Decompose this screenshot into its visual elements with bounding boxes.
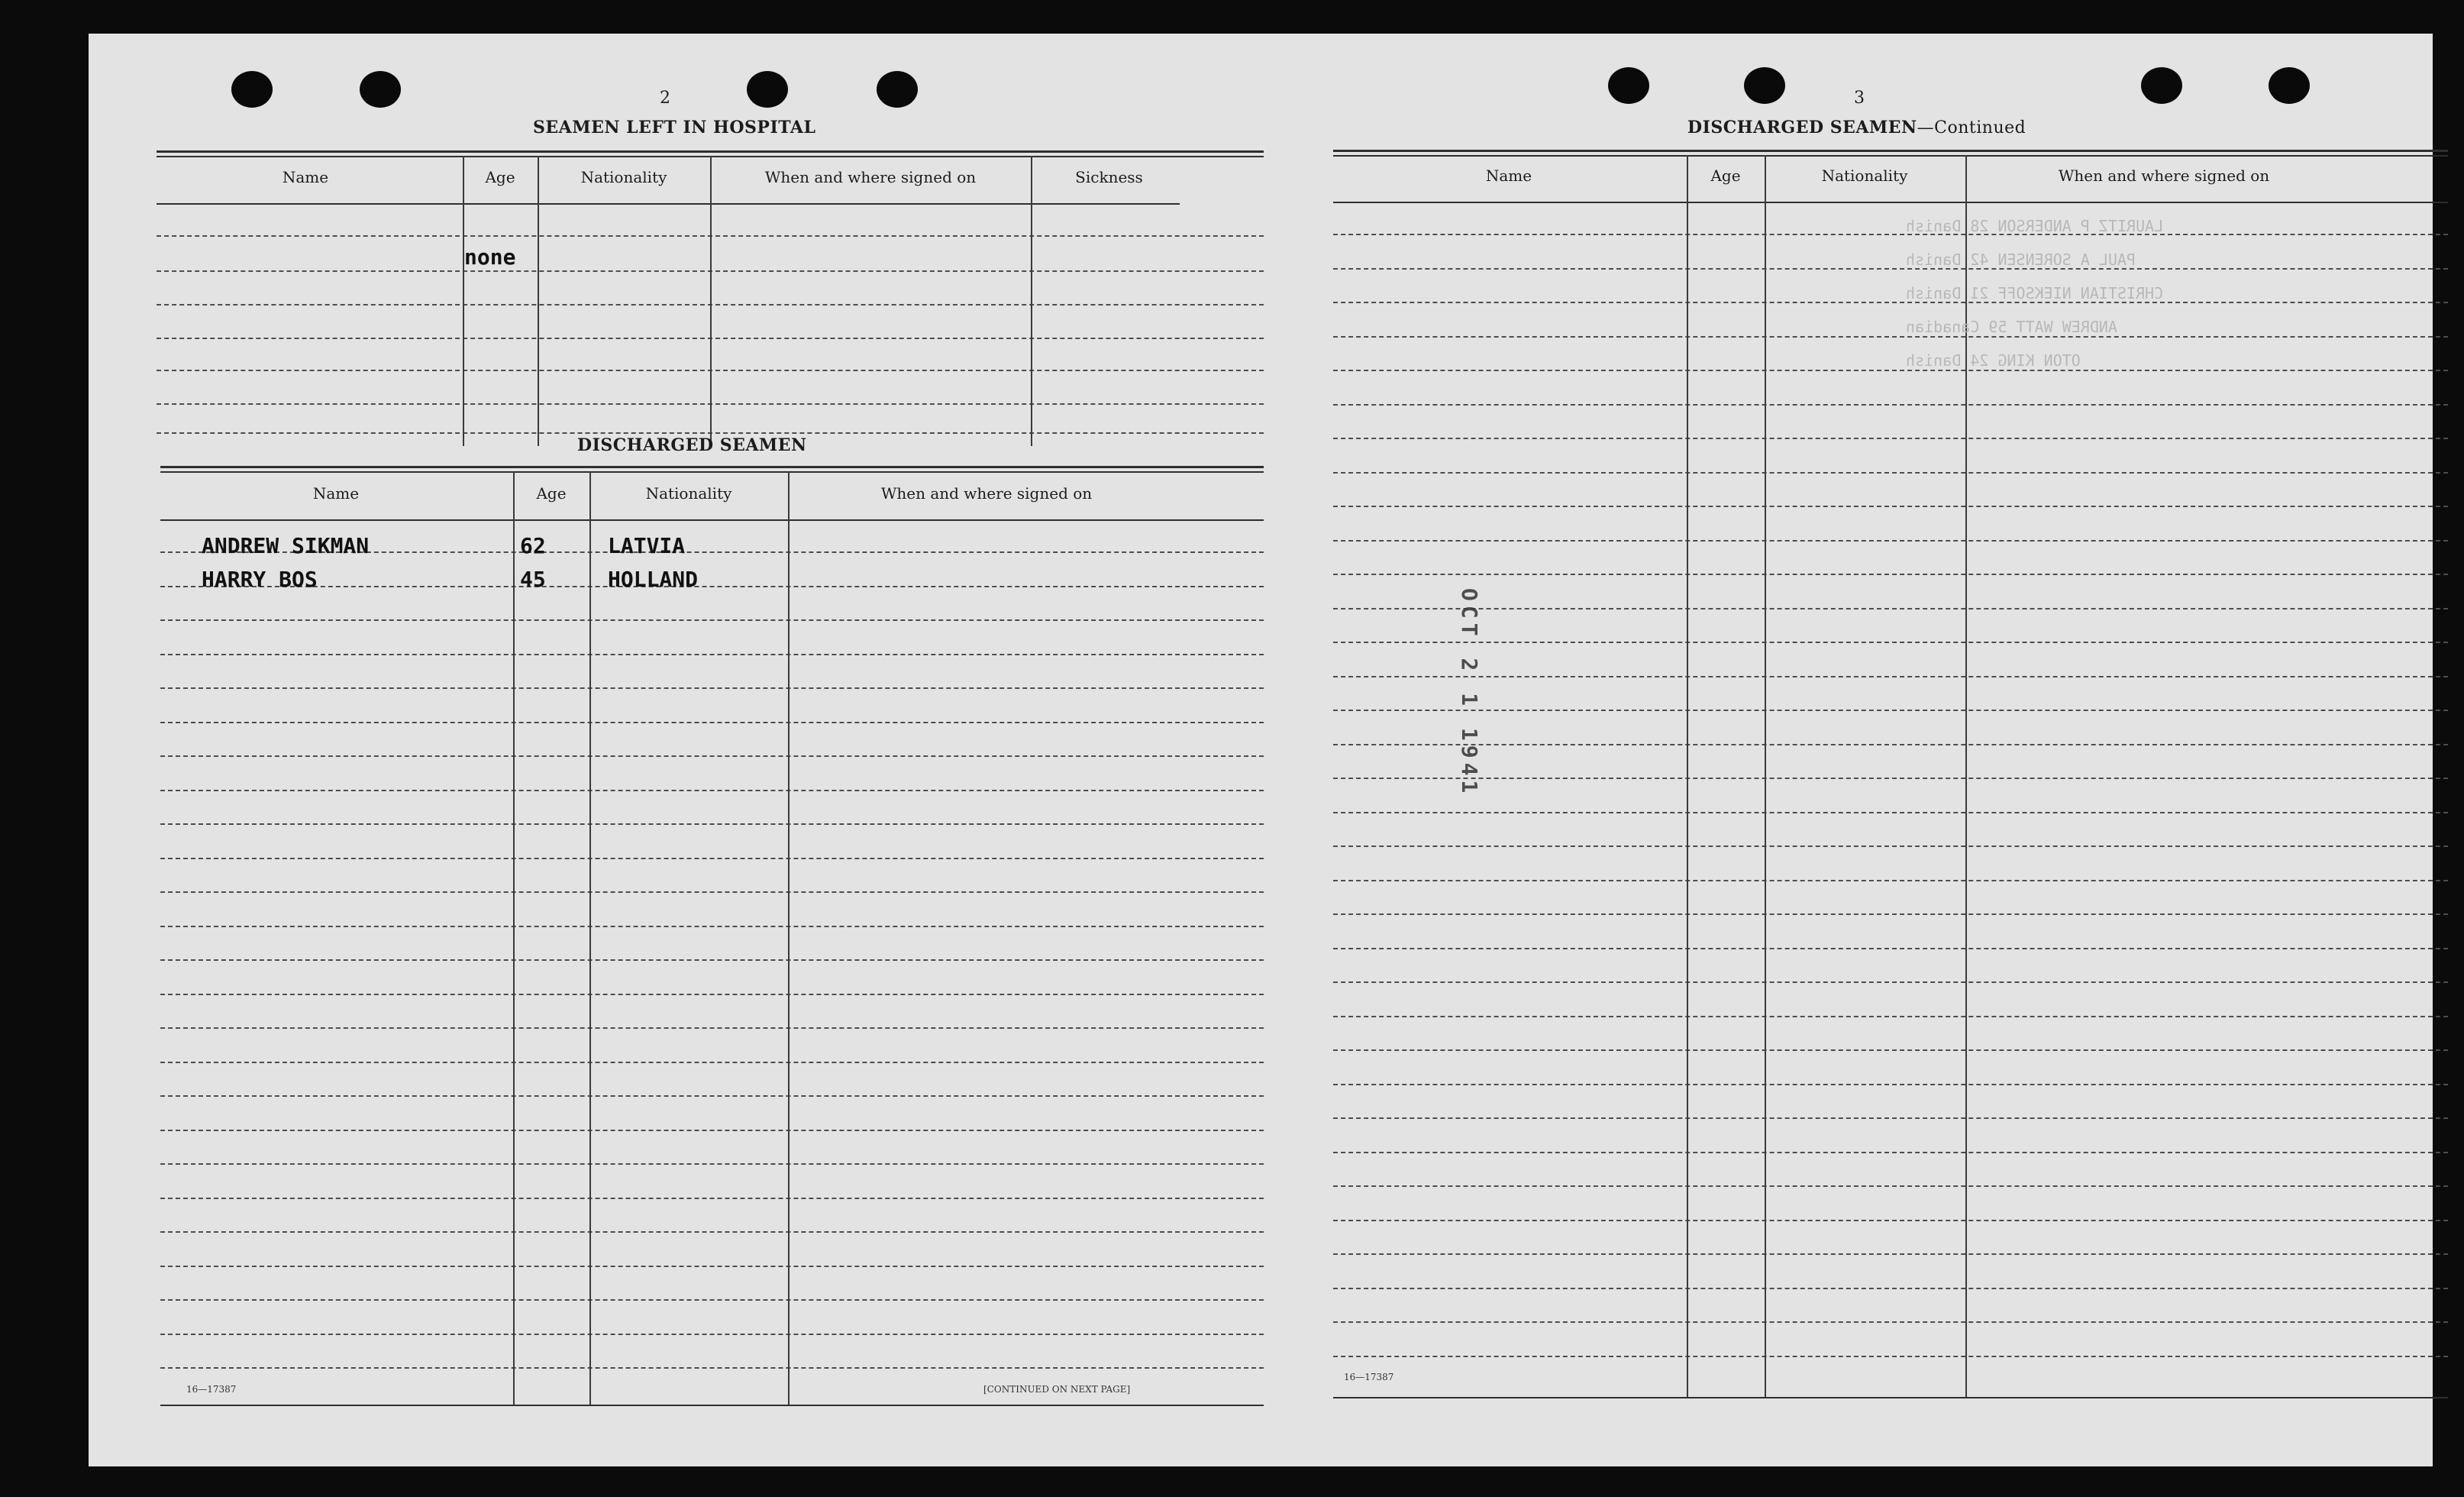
punch-hole-icon — [877, 71, 918, 108]
seaman-nationality-2: HOLLAND — [608, 567, 699, 592]
ledger-row-line — [1333, 540, 2448, 542]
ledger-row-line — [1333, 676, 2448, 677]
right-header-name: Name — [1485, 167, 1532, 185]
ledger-row-line — [160, 891, 1264, 893]
seaman-name-1: ANDREW SIKMAN — [202, 533, 370, 558]
ledger-row-line — [160, 994, 1264, 995]
ledger-row-line — [160, 959, 1264, 961]
bleed-through-line: CHRISTIAN NIEKSOFF 21 Danish — [1906, 284, 2164, 302]
right-section-title — [1687, 118, 2026, 137]
punch-hole-icon — [2269, 67, 2310, 104]
ledger-row-line — [1333, 778, 2448, 779]
discharged-header-rule — [160, 519, 1264, 521]
discharged-col-divider — [513, 471, 515, 1405]
ledger-row-line — [1333, 948, 2448, 949]
ledger-row-line — [160, 586, 1264, 587]
hospital-header-rule — [157, 203, 1180, 205]
punch-hole-icon — [231, 71, 273, 108]
ledger-row-line — [1333, 404, 2448, 406]
ledger-row-line — [1333, 1016, 2448, 1017]
ledger-row-line — [1333, 1152, 2448, 1153]
ledger-row-line — [1333, 1049, 2448, 1051]
seaman-age-2: 45 — [520, 567, 546, 592]
bleed-through-line: LAURITZ P ANDERSON 28 Danish — [1906, 217, 2164, 235]
right-col-divider — [1687, 155, 1688, 1397]
ledger-row-line — [160, 755, 1264, 757]
ledger-row-line — [160, 722, 1264, 723]
ledger-row-line — [1333, 438, 2448, 439]
continued-note: [CONTINUED ON NEXT PAGE] — [983, 1384, 1131, 1395]
hospital-col-divider — [1031, 156, 1032, 446]
bleed-through-line: ANDREW WATT 59 Canadian — [1906, 318, 2117, 336]
seaman-name-2: HARRY BOS — [202, 567, 318, 592]
punch-hole-icon — [747, 71, 788, 108]
hospital-header-sickness: Sickness — [1075, 168, 1143, 186]
hospital-header-signed-on: When and where signed on — [764, 168, 977, 186]
ledger-row-line — [1333, 913, 2448, 915]
ledger-sheet — [89, 34, 2433, 1466]
page-number-right: 3 — [1854, 89, 1865, 108]
punch-hole-icon — [1744, 67, 1785, 104]
ledger-row-line — [160, 1231, 1264, 1233]
discharged-col-divider — [788, 471, 790, 1405]
ledger-row-line — [1333, 1084, 2448, 1085]
ledger-row-line — [160, 687, 1264, 689]
right-header-nationality: Nationality — [1821, 167, 1908, 185]
ledger-row-line — [1333, 744, 2448, 745]
ledger-row-line — [1333, 1253, 2448, 1255]
hospital-col-divider — [710, 156, 712, 446]
ledger-row-line — [160, 1062, 1264, 1063]
punch-hole-icon — [360, 71, 401, 108]
bleed-through-line: OTON KING 24 Danish — [1906, 351, 2081, 370]
hospital-header-nationality: Nationality — [580, 168, 667, 186]
discharged-bottom-rule — [160, 1405, 1264, 1406]
discharged-col-divider — [589, 471, 591, 1405]
ledger-row-line — [1333, 812, 2448, 813]
seaman-age-1: 62 — [520, 533, 546, 558]
ledger-row-line — [1333, 370, 2448, 371]
ledger-row-line — [160, 858, 1264, 859]
bleed-through-line: PAUL A SORENSEN 42 Danish — [1906, 251, 2136, 269]
ledger-row-line — [1333, 234, 2448, 235]
form-number-left: 16—17387 — [186, 1384, 237, 1395]
ledger-row-line — [1333, 574, 2448, 575]
ledger-row-line — [1333, 472, 2448, 474]
hospital-col-divider — [463, 156, 464, 446]
ledger-row-line — [160, 790, 1264, 791]
right-top-rule — [1333, 150, 2448, 152]
ledger-row-line — [1333, 268, 2448, 270]
right-top-rule-2 — [1333, 155, 2448, 157]
right-header-signed-on: When and where signed on — [2058, 167, 2270, 185]
ledger-row-line — [1333, 1220, 2448, 1221]
discharged-header-signed-on: When and where signed on — [880, 484, 1093, 503]
right-bottom-rule — [1333, 1397, 2448, 1398]
ledger-row-line — [1333, 1356, 2448, 1357]
ledger-row-line — [1333, 642, 2448, 643]
discharged-section-title: DISCHARGED SEAMEN — [577, 435, 807, 455]
ledger-row-line — [1333, 1185, 2448, 1187]
ledger-row-line — [160, 1299, 1264, 1301]
ledger-row-line — [1333, 506, 2448, 507]
hospital-section-title: SEAMEN LEFT IN HOSPITAL — [533, 118, 816, 137]
ledger-row-line — [1333, 302, 2448, 303]
ledger-row-line — [160, 823, 1264, 825]
hospital-col-divider — [538, 156, 539, 446]
ledger-row-line — [160, 1266, 1264, 1267]
ledger-row-line — [160, 1198, 1264, 1199]
ledger-row-line — [160, 1130, 1264, 1131]
page-number-left: 2 — [660, 89, 670, 108]
hospital-header-age: Age — [485, 168, 515, 186]
date-stamp: OCT 2 1 1941 — [1457, 588, 1482, 798]
right-section-title-suffix: —Continued — [1917, 118, 2026, 137]
ledger-row-line — [160, 1334, 1264, 1335]
ledger-row-line — [160, 1367, 1264, 1369]
right-col-divider — [1765, 155, 1766, 1397]
ledger-row-line — [160, 1027, 1264, 1029]
punch-hole-icon — [1608, 67, 1649, 104]
discharged-top-rule-2 — [160, 471, 1264, 473]
ledger-row-line — [1333, 710, 2448, 711]
ledger-row-line — [1333, 981, 2448, 983]
discharged-header-name: Name — [312, 484, 360, 503]
right-section-title-main: DISCHARGED SEAMEN — [1687, 118, 1917, 137]
punch-hole-icon — [2141, 67, 2182, 104]
ledger-row-line — [160, 619, 1264, 621]
discharged-header-nationality: Nationality — [645, 484, 732, 503]
ledger-row-line — [160, 654, 1264, 655]
hospital-header-name: Name — [282, 168, 329, 186]
discharged-top-rule — [160, 466, 1264, 468]
seaman-nationality-1: LATVIA — [608, 533, 686, 558]
ledger-row-line — [1333, 608, 2448, 609]
ledger-row-line — [1333, 880, 2448, 881]
right-header-rule — [1333, 202, 2448, 203]
discharged-header-age: Age — [536, 484, 567, 503]
right-col-divider — [1965, 155, 1967, 1397]
ledger-row-line — [1333, 1288, 2448, 1289]
ledger-row-line — [160, 926, 1264, 927]
hospital-top-rule — [157, 150, 1264, 153]
ledger-row-line — [160, 1163, 1264, 1165]
ledger-row-line — [1333, 1117, 2448, 1119]
ledger-row-line — [1333, 1321, 2448, 1323]
form-number-right: 16—17387 — [1344, 1372, 1394, 1382]
ledger-row-line — [1333, 845, 2448, 847]
right-header-age: Age — [1710, 167, 1741, 185]
ledger-row-line — [1333, 336, 2448, 338]
ledger-row-line — [160, 1095, 1264, 1097]
hospital-entry-none: none — [464, 244, 516, 270]
